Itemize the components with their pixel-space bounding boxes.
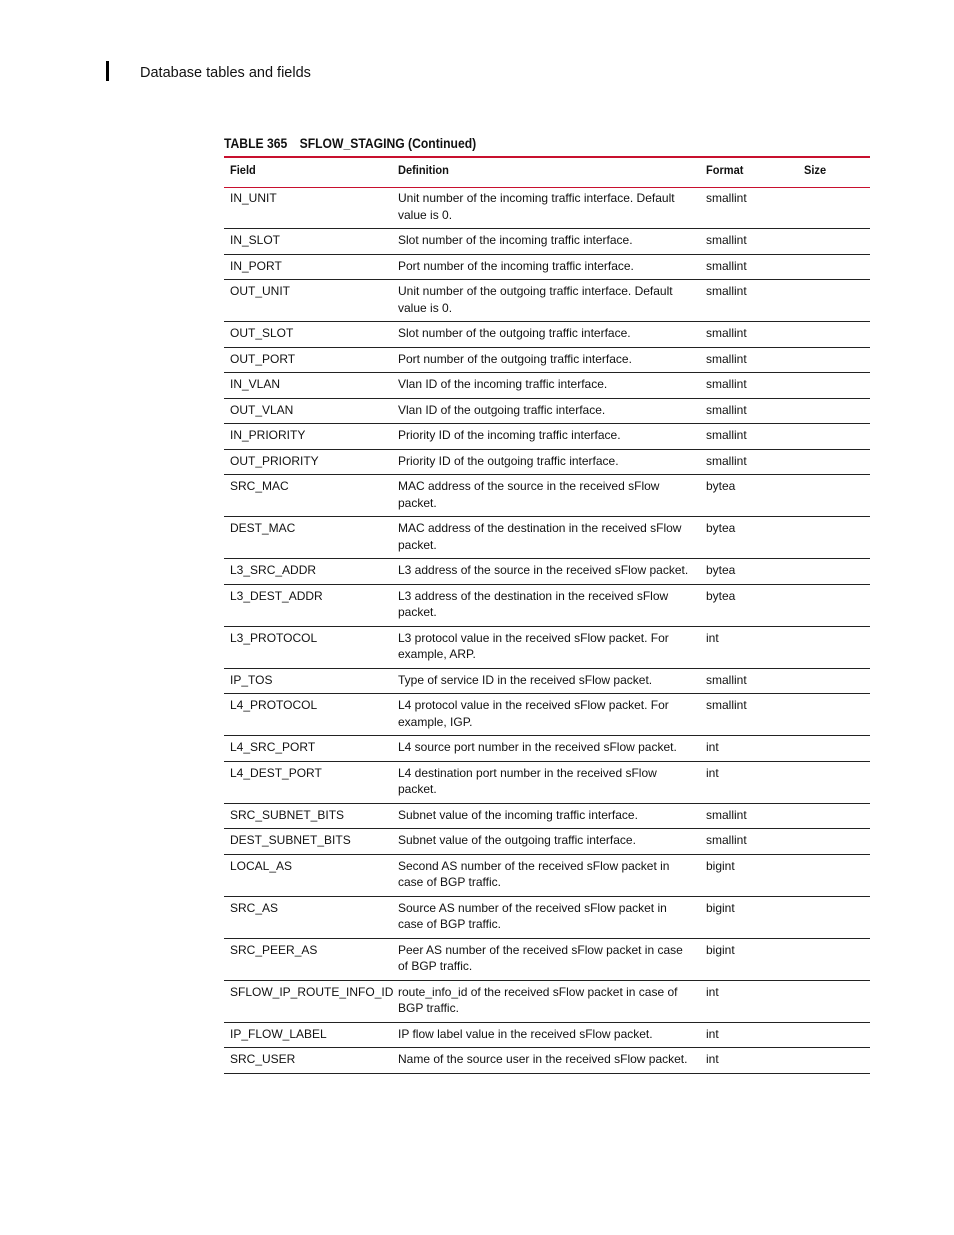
table-row (224, 1048, 870, 1074)
cell-field: IN_UNIT (224, 188, 392, 229)
table-row (224, 322, 870, 348)
cell-size (798, 626, 870, 668)
cell-field: LOCAL_AS (224, 854, 392, 896)
table-row (224, 668, 870, 694)
cell-format: bytea (700, 559, 798, 585)
cell-size (798, 517, 870, 559)
cell-definition: Second AS number of the received sFlow packet in case of BGP traffic. (392, 854, 700, 896)
cell-definition: MAC address of the source in the received sFlow packet. (392, 475, 700, 517)
cell-field: L3_SRC_ADDR (224, 559, 392, 585)
cell-format: smallint (700, 694, 798, 736)
cell-definition: Slot number of the outgoing traffic interface. (392, 322, 700, 348)
cell-field: OUT_VLAN (224, 398, 392, 424)
table-row (224, 1022, 870, 1048)
cell-field: DEST_MAC (224, 517, 392, 559)
running-header: Database tables and fields (140, 65, 311, 81)
cell-format: smallint (700, 280, 798, 322)
margin-change-bar (106, 61, 109, 81)
cell-definition: Vlan ID of the incoming traffic interface. (392, 373, 700, 399)
cell-field: IN_PRIORITY (224, 424, 392, 450)
cell-size (798, 347, 870, 373)
cell-format: int (700, 1022, 798, 1048)
cell-size (798, 1048, 870, 1074)
cell-field: IP_TOS (224, 668, 392, 694)
cell-definition: Peer AS number of the received sFlow packet in case of BGP traffic. (392, 938, 700, 980)
table-title: SFLOW_STAGING (Continued) (299, 136, 477, 151)
table-row (224, 398, 870, 424)
cell-format: smallint (700, 373, 798, 399)
cell-field: DEST_SUBNET_BITS (224, 829, 392, 855)
table-header-row (224, 157, 870, 188)
cell-definition: Name of the source user in the received sFlow packet. (392, 1048, 700, 1074)
cell-field: OUT_UNIT (224, 280, 392, 322)
table-row (224, 449, 870, 475)
cell-definition: Type of service ID in the received sFlow packet. (392, 668, 700, 694)
cell-definition: Priority ID of the incoming traffic interface. (392, 424, 700, 450)
sflow-staging-table (224, 156, 870, 1074)
cell-field: IN_SLOT (224, 229, 392, 255)
cell-field: L4_SRC_PORT (224, 736, 392, 762)
cell-field: OUT_SLOT (224, 322, 392, 348)
cell-size (798, 475, 870, 517)
cell-size (798, 584, 870, 626)
table-caption (224, 136, 805, 156)
cell-format: int (700, 626, 798, 668)
cell-size (798, 254, 870, 280)
table-row (224, 694, 870, 736)
cell-definition: IP flow label value in the received sFlow packet. (392, 1022, 700, 1048)
cell-format: int (700, 980, 798, 1022)
table-row (224, 280, 870, 322)
table-row (224, 761, 870, 803)
cell-definition: Subnet value of the outgoing traffic interface. (392, 829, 700, 855)
cell-format: smallint (700, 424, 798, 450)
cell-field: SRC_SUBNET_BITS (224, 803, 392, 829)
cell-size (798, 559, 870, 585)
cell-size (798, 854, 870, 896)
cell-format: int (700, 736, 798, 762)
cell-definition: L4 destination port number in the received sFlow packet. (392, 761, 700, 803)
table-row (224, 854, 870, 896)
cell-definition: Unit number of the incoming traffic interface. Default value is 0. (392, 188, 700, 229)
cell-format: bigint (700, 854, 798, 896)
cell-size (798, 761, 870, 803)
cell-size (798, 424, 870, 450)
cell-definition: Port number of the incoming traffic interface. (392, 254, 700, 280)
cell-definition: L4 protocol value in the received sFlow packet. For example, IGP. (392, 694, 700, 736)
cell-format: int (700, 1048, 798, 1074)
table-row (224, 938, 870, 980)
cell-field: L3_PROTOCOL (224, 626, 392, 668)
cell-format: smallint (700, 188, 798, 229)
cell-size (798, 449, 870, 475)
table-row (224, 517, 870, 559)
table-row (224, 803, 870, 829)
table-row (224, 980, 870, 1022)
table-row (224, 584, 870, 626)
cell-size (798, 803, 870, 829)
cell-format: bigint (700, 938, 798, 980)
cell-format: smallint (700, 347, 798, 373)
cell-format: bytea (700, 517, 798, 559)
cell-field: SRC_USER (224, 1048, 392, 1074)
cell-field: SRC_MAC (224, 475, 392, 517)
table-row (224, 896, 870, 938)
column-header-size: Size (798, 157, 870, 188)
cell-size (798, 280, 870, 322)
cell-format: int (700, 761, 798, 803)
cell-field: L4_DEST_PORT (224, 761, 392, 803)
cell-field: SRC_AS (224, 896, 392, 938)
cell-field: IP_FLOW_LABEL (224, 1022, 392, 1048)
cell-field: OUT_PORT (224, 347, 392, 373)
cell-size (798, 896, 870, 938)
cell-definition: L3 address of the destination in the received sFlow packet. (392, 584, 700, 626)
cell-definition: L3 address of the source in the received sFlow packet. (392, 559, 700, 585)
cell-field: L4_PROTOCOL (224, 694, 392, 736)
cell-definition: Subnet value of the incoming traffic interface. (392, 803, 700, 829)
column-header-definition: Definition (392, 157, 700, 188)
cell-definition: Priority ID of the outgoing traffic interface. (392, 449, 700, 475)
cell-field: L3_DEST_ADDR (224, 584, 392, 626)
cell-field: SRC_PEER_AS (224, 938, 392, 980)
table-row (224, 736, 870, 762)
cell-format: smallint (700, 398, 798, 424)
cell-format: smallint (700, 449, 798, 475)
cell-definition: Unit number of the outgoing traffic interface. Default value is 0. (392, 280, 700, 322)
table-row (224, 559, 870, 585)
cell-size (798, 980, 870, 1022)
table-row (224, 424, 870, 450)
table-body (224, 188, 870, 1074)
cell-size (798, 829, 870, 855)
cell-size (798, 668, 870, 694)
cell-format: smallint (700, 229, 798, 255)
cell-field: IN_PORT (224, 254, 392, 280)
table-row (224, 347, 870, 373)
table-row (224, 188, 870, 229)
cell-format: smallint (700, 829, 798, 855)
cell-format: bigint (700, 896, 798, 938)
table-row (224, 829, 870, 855)
cell-size (798, 322, 870, 348)
cell-definition: MAC address of the destination in the received sFlow packet. (392, 517, 700, 559)
cell-format: smallint (700, 803, 798, 829)
cell-definition: Source AS number of the received sFlow packet in case of BGP traffic. (392, 896, 700, 938)
cell-size (798, 1022, 870, 1048)
cell-format: smallint (700, 668, 798, 694)
table-row (224, 626, 870, 668)
cell-definition: Port number of the outgoing traffic interface. (392, 347, 700, 373)
cell-definition: Slot number of the incoming traffic interface. (392, 229, 700, 255)
table-row (224, 229, 870, 255)
cell-size (798, 229, 870, 255)
table-container (224, 136, 870, 1074)
cell-size (798, 736, 870, 762)
cell-format: bytea (700, 584, 798, 626)
cell-format: bytea (700, 475, 798, 517)
cell-field: IN_VLAN (224, 373, 392, 399)
table-row (224, 373, 870, 399)
cell-field: SFLOW_IP_ROUTE_INFO_ID (224, 980, 392, 1022)
cell-size (798, 938, 870, 980)
cell-format: smallint (700, 254, 798, 280)
cell-size (798, 398, 870, 424)
cell-size (798, 188, 870, 229)
column-header-format: Format (700, 157, 798, 188)
cell-definition: L4 source port number in the received sFlow packet. (392, 736, 700, 762)
cell-definition: route_info_id of the received sFlow packet in case of BGP traffic. (392, 980, 700, 1022)
cell-size (798, 373, 870, 399)
cell-field: OUT_PRIORITY (224, 449, 392, 475)
table-number: TABLE 365 (224, 136, 288, 151)
column-header-field: Field (224, 157, 392, 188)
table-row (224, 254, 870, 280)
cell-definition: Vlan ID of the outgoing traffic interface. (392, 398, 700, 424)
cell-format: smallint (700, 322, 798, 348)
cell-definition: L3 protocol value in the received sFlow packet. For example, ARP. (392, 626, 700, 668)
cell-size (798, 694, 870, 736)
table-row (224, 475, 870, 517)
